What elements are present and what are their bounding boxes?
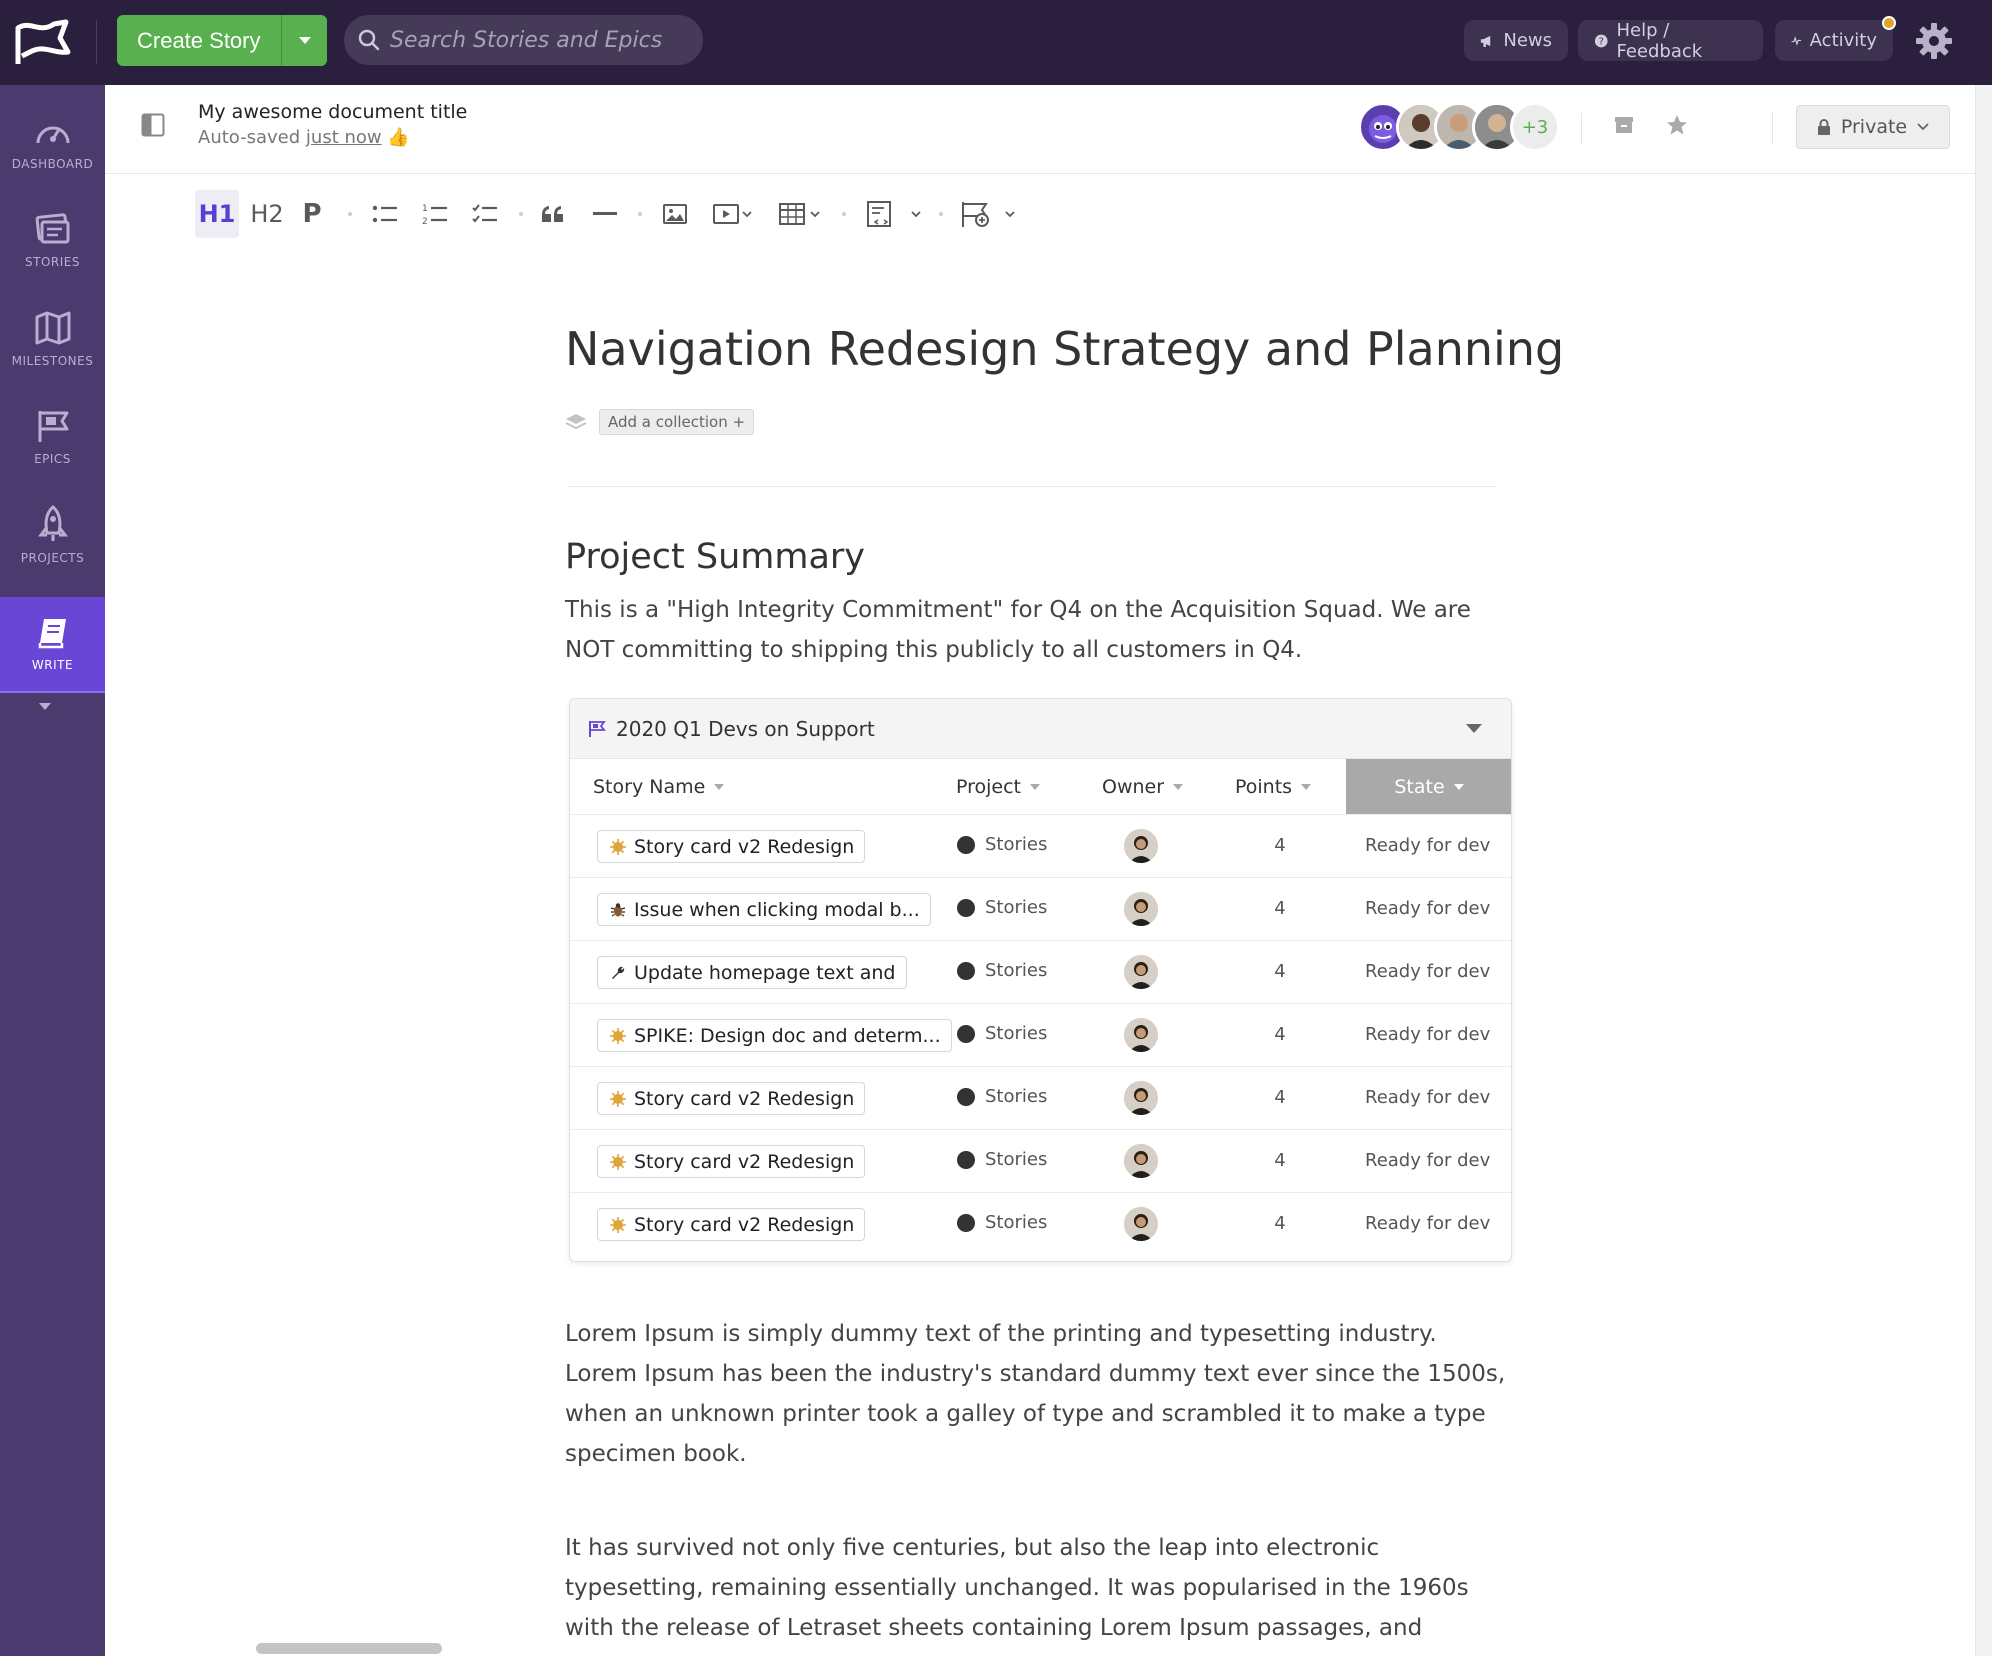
clubhouse-logo-icon[interactable] bbox=[10, 14, 74, 70]
create-story-button[interactable] bbox=[117, 15, 327, 66]
project-cell bbox=[957, 1149, 1047, 1170]
add-collection-button[interactable]: Add a collection + bbox=[599, 409, 754, 435]
table-button[interactable] bbox=[773, 190, 827, 238]
activity-button[interactable] bbox=[1775, 20, 1893, 61]
epic-flag-icon bbox=[588, 720, 606, 738]
search-input[interactable] bbox=[390, 28, 690, 53]
column-header-story-name[interactable] bbox=[593, 759, 725, 814]
project-name: Stories bbox=[985, 897, 1048, 918]
column-header-owner[interactable] bbox=[1102, 759, 1184, 814]
embed-story-button[interactable] bbox=[863, 190, 929, 238]
top-bar bbox=[0, 0, 1992, 85]
checklist-icon bbox=[472, 204, 498, 224]
table-row[interactable] bbox=[570, 940, 1512, 1004]
content-divider bbox=[567, 486, 1497, 487]
project-color-dot bbox=[957, 836, 975, 854]
project-color-dot bbox=[957, 899, 975, 917]
body-paragraph[interactable]: Lorem Ipsum is simply dummy text of the printing and typesetting industry. Lorem Ipsum has been the industry's standard dummy text ever since the 1500s, when an unknown printer took a galley of type and scrambled it to make a type specimen book. bbox=[565, 1321, 1506, 1467]
story-chip[interactable] bbox=[597, 830, 865, 863]
thumbs-up-icon: 👍 bbox=[387, 127, 410, 148]
project-name: Stories bbox=[985, 1023, 1048, 1044]
document-heading[interactable]: Navigation Redesign Strategy and Planning bbox=[565, 322, 1565, 376]
story-name: Story card v2 Redesign bbox=[634, 1150, 855, 1173]
document-title[interactable]: My awesome document title bbox=[198, 101, 468, 123]
sidebar-label-milestones: MILESTONES bbox=[11, 354, 94, 368]
sort-caret-icon bbox=[1029, 783, 1041, 791]
state-cell[interactable]: Ready for dev bbox=[1365, 1087, 1491, 1108]
project-cell bbox=[957, 1023, 1047, 1044]
project-color-dot bbox=[957, 962, 975, 980]
sidebar-item-dashboard[interactable] bbox=[0, 95, 105, 191]
horizontal-scrollbar[interactable] bbox=[256, 1643, 442, 1654]
svg-text:?: ? bbox=[1598, 36, 1604, 48]
project-name: Stories bbox=[985, 834, 1048, 855]
write-book-icon bbox=[36, 616, 70, 650]
section-heading[interactable]: Project Summary bbox=[565, 537, 866, 577]
document-header bbox=[105, 85, 1975, 174]
toolbar-separator bbox=[348, 212, 352, 216]
create-story-label: Create Story bbox=[137, 27, 261, 53]
project-color-dot bbox=[957, 1214, 975, 1232]
column-header-points[interactable] bbox=[1235, 759, 1312, 814]
news-label: News bbox=[1503, 30, 1552, 51]
feature-icon bbox=[610, 1217, 626, 1233]
divider-button[interactable] bbox=[587, 190, 623, 238]
topbar-divider bbox=[96, 20, 97, 64]
project-cell bbox=[957, 1086, 1047, 1107]
sidebar-label-stories: STORIES bbox=[25, 255, 80, 269]
column-header-state[interactable] bbox=[1346, 759, 1512, 814]
bug-icon bbox=[610, 902, 626, 918]
points-label: Points bbox=[1235, 775, 1293, 798]
state-label: State bbox=[1394, 775, 1445, 798]
embed-epic-button[interactable] bbox=[957, 190, 1023, 238]
project-color-dot bbox=[957, 1025, 975, 1043]
bullet-list-button[interactable] bbox=[367, 190, 403, 238]
collaborator-avatars[interactable] bbox=[1358, 102, 1560, 152]
project-cell bbox=[957, 1212, 1047, 1233]
sort-caret-icon bbox=[713, 783, 725, 791]
header-divider bbox=[1772, 113, 1773, 145]
embed-epic-icon bbox=[960, 200, 1020, 228]
star-icon[interactable] bbox=[1666, 114, 1688, 136]
dashboard-icon bbox=[34, 115, 72, 149]
sidebar-label-write: WRITE bbox=[31, 658, 74, 672]
sidebar-item-projects[interactable] bbox=[0, 487, 105, 583]
embed-story-icon bbox=[866, 200, 926, 228]
points-cell: 4 bbox=[1274, 1150, 1286, 1171]
sidebar-label-projects: PROJECTS bbox=[20, 551, 85, 565]
project-cell bbox=[957, 960, 1047, 981]
right-edge-strip bbox=[1975, 85, 1992, 1656]
sidebar-item-write[interactable] bbox=[0, 597, 105, 693]
heading2-button[interactable] bbox=[245, 190, 289, 238]
activity-pulse-icon bbox=[1791, 34, 1802, 48]
owner-avatar[interactable] bbox=[1124, 1144, 1158, 1178]
column-header-project[interactable] bbox=[956, 759, 1041, 814]
owner-avatar[interactable] bbox=[1124, 1207, 1158, 1241]
sidebar-label-epics: EPICS bbox=[34, 452, 71, 466]
p-label: P bbox=[302, 199, 322, 229]
editor-toolbar bbox=[195, 190, 1035, 238]
table-row[interactable] bbox=[570, 1192, 1512, 1256]
owner-avatar[interactable] bbox=[1124, 1081, 1158, 1115]
collection-row bbox=[565, 409, 754, 435]
story-chip[interactable] bbox=[597, 956, 907, 989]
story-table-title-text: 2020 Q1 Devs on Support bbox=[616, 717, 875, 741]
heading1-button[interactable] bbox=[195, 190, 239, 238]
archive-icon[interactable] bbox=[1613, 114, 1635, 136]
toolbar-separator bbox=[842, 212, 846, 216]
project-name: Stories bbox=[985, 960, 1048, 981]
checklist-button[interactable] bbox=[467, 190, 503, 238]
privacy-dropdown[interactable] bbox=[1796, 105, 1950, 149]
image-button[interactable] bbox=[657, 190, 693, 238]
points-cell: 4 bbox=[1274, 1213, 1286, 1234]
video-icon bbox=[713, 204, 753, 224]
help-label: Help / Feedback bbox=[1616, 19, 1703, 62]
story-name: Update homepage text and bbox=[634, 961, 896, 984]
horizontal-rule-icon bbox=[593, 212, 617, 216]
svg-text:2: 2 bbox=[422, 217, 428, 225]
sidebar-label-dashboard: DASHBOARD bbox=[11, 157, 94, 171]
numbered-list-button[interactable] bbox=[417, 190, 453, 238]
points-cell: 4 bbox=[1274, 1024, 1286, 1045]
project-name: Stories bbox=[985, 1149, 1048, 1170]
table-row[interactable] bbox=[570, 1066, 1512, 1130]
toolbar-separator bbox=[638, 212, 642, 216]
lock-icon bbox=[1817, 119, 1831, 135]
feature-icon bbox=[610, 1028, 626, 1044]
body-paragraph[interactable]: It has survived not only five centuries, but also the leap into electronic typesetting, remaining essentially unchanged. It was popularised in the 1960s with the release of Letraset sheets containing Lorem Ipsum passages, and bbox=[565, 1535, 1469, 1641]
story-name: Story card v2 Redesign bbox=[634, 1087, 855, 1110]
table-row[interactable] bbox=[570, 1003, 1512, 1067]
embedded-story-table bbox=[569, 698, 1512, 1262]
project-color-dot bbox=[957, 1151, 975, 1169]
video-embed-button[interactable] bbox=[707, 190, 759, 238]
sidebar-item-epics[interactable] bbox=[0, 389, 105, 485]
state-cell[interactable]: Ready for dev bbox=[1365, 1024, 1491, 1045]
project-color-dot bbox=[957, 1088, 975, 1106]
state-cell[interactable]: Ready for dev bbox=[1365, 1213, 1491, 1234]
points-cell: 4 bbox=[1274, 1087, 1286, 1108]
paragraph-button[interactable] bbox=[295, 190, 329, 238]
panel-toggle-icon[interactable] bbox=[141, 113, 165, 137]
sort-caret-icon bbox=[1300, 783, 1312, 791]
toolbar-separator bbox=[939, 212, 943, 216]
table-row[interactable] bbox=[570, 814, 1512, 878]
story-chip[interactable] bbox=[597, 893, 931, 926]
table-icon bbox=[779, 203, 821, 225]
quote-icon bbox=[541, 205, 565, 223]
epics-flag-icon bbox=[35, 408, 71, 444]
h2-label: H2 bbox=[250, 200, 284, 228]
story-table-title bbox=[588, 717, 875, 741]
project-cell bbox=[957, 897, 1047, 918]
milestones-map-icon bbox=[34, 310, 72, 346]
owner-avatar[interactable] bbox=[1124, 829, 1158, 863]
story-chip[interactable] bbox=[597, 1208, 865, 1241]
project-name: Stories bbox=[985, 1212, 1048, 1233]
points-cell: 4 bbox=[1274, 961, 1286, 982]
story-chip[interactable] bbox=[597, 1019, 952, 1052]
state-cell[interactable]: Ready for dev bbox=[1365, 835, 1491, 856]
sidebar-item-milestones[interactable] bbox=[0, 291, 105, 387]
owner-avatar[interactable] bbox=[1124, 892, 1158, 926]
blockquote-button[interactable] bbox=[535, 190, 571, 238]
news-button[interactable] bbox=[1464, 20, 1568, 61]
bullet-list-icon bbox=[372, 204, 398, 224]
wrench-icon bbox=[610, 965, 626, 981]
privacy-label: Private bbox=[1840, 116, 1908, 138]
create-dropdown-caret-icon[interactable] bbox=[282, 15, 327, 66]
autosave-status bbox=[198, 127, 410, 148]
sort-caret-icon bbox=[1453, 783, 1465, 791]
numbered-list-icon bbox=[422, 203, 448, 225]
svg-text:1: 1 bbox=[422, 204, 428, 214]
story-name: SPIKE: Design doc and determ... bbox=[634, 1024, 941, 1047]
notification-dot bbox=[1882, 16, 1896, 30]
owner-avatar[interactable] bbox=[1124, 955, 1158, 989]
story-name: Story card v2 Redesign bbox=[634, 835, 855, 858]
owner-avatar[interactable] bbox=[1124, 1018, 1158, 1052]
help-feedback-button[interactable] bbox=[1578, 20, 1763, 61]
project-name: Stories bbox=[985, 1086, 1048, 1107]
activity-label: Activity bbox=[1809, 30, 1877, 51]
state-cell[interactable]: Ready for dev bbox=[1365, 898, 1491, 919]
table-row[interactable] bbox=[570, 1129, 1512, 1193]
sidebar bbox=[0, 85, 105, 1656]
points-cell: 4 bbox=[1274, 898, 1286, 919]
autosave-prefix: Auto-saved bbox=[198, 127, 301, 148]
story-name-label: Story Name bbox=[593, 775, 706, 798]
collection-stack-icon bbox=[565, 413, 587, 431]
table-row[interactable] bbox=[570, 877, 1512, 941]
header-divider bbox=[1581, 113, 1582, 145]
chevron-down-icon bbox=[1917, 123, 1929, 131]
points-cell: 4 bbox=[1274, 835, 1286, 856]
owner-label: Owner bbox=[1102, 775, 1165, 798]
settings-gear-icon[interactable] bbox=[1914, 20, 1954, 62]
sidebar-item-stories[interactable] bbox=[0, 193, 105, 289]
sidebar-more-caret-icon[interactable] bbox=[38, 702, 52, 712]
project-label: Project bbox=[956, 775, 1022, 798]
summary-paragraph[interactable]: This is a "High Integrity Commitment" for Q4 on the Acquisition Squad. We are NOT committing to shipping this publicly to all customers in Q4. bbox=[565, 597, 1471, 663]
story-chip[interactable] bbox=[597, 1082, 865, 1115]
sort-caret-icon bbox=[1172, 783, 1184, 791]
feature-icon bbox=[610, 1091, 626, 1107]
story-name: Story card v2 Redesign bbox=[634, 1213, 855, 1236]
help-circle-icon bbox=[1594, 33, 1608, 49]
state-cell[interactable]: Ready for dev bbox=[1365, 1150, 1491, 1171]
projects-rocket-icon bbox=[38, 505, 68, 543]
collapse-caret-icon[interactable] bbox=[1465, 723, 1483, 735]
story-table-header[interactable] bbox=[570, 699, 1512, 759]
autosave-time-link[interactable]: just now bbox=[305, 127, 382, 148]
image-icon bbox=[663, 204, 687, 224]
h1-label: H1 bbox=[198, 200, 236, 228]
toolbar-separator bbox=[519, 212, 523, 216]
state-cell[interactable]: Ready for dev bbox=[1365, 961, 1491, 982]
stories-icon bbox=[34, 213, 72, 247]
story-name: Issue when clicking modal b... bbox=[634, 898, 920, 921]
story-chip[interactable] bbox=[597, 1145, 865, 1178]
more-collaborators-badge[interactable]: +3 bbox=[1510, 102, 1560, 152]
search-icon bbox=[358, 29, 380, 51]
feature-icon bbox=[610, 839, 626, 855]
feature-icon bbox=[610, 1154, 626, 1170]
project-cell bbox=[957, 834, 1047, 855]
megaphone-icon bbox=[1480, 33, 1495, 49]
search-box[interactable] bbox=[344, 15, 703, 65]
